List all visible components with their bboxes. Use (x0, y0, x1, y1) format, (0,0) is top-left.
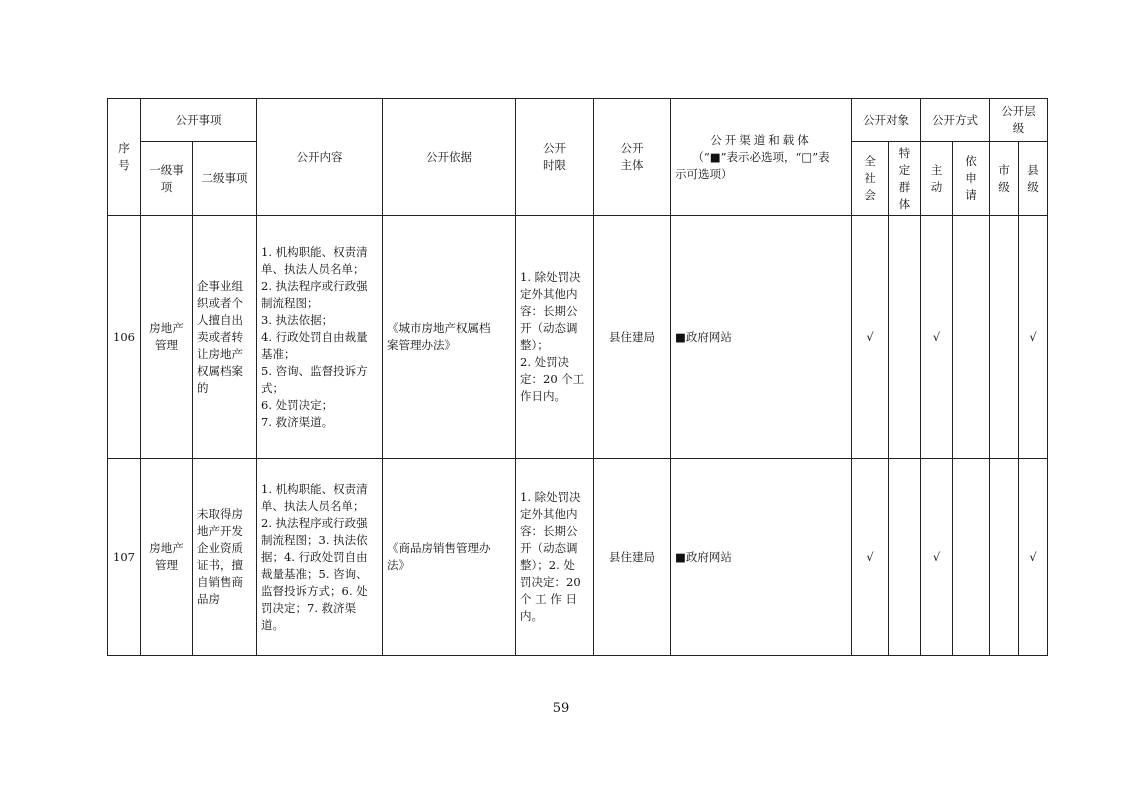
row-level-county: √ (1019, 216, 1048, 459)
row-target-specific (889, 216, 921, 459)
disclosure-table (107, 98, 1048, 656)
row-seq: 107 (108, 459, 141, 656)
row-basis: 《城市房地产权属档 案管理办法》 (383, 216, 516, 459)
row-content: 1. 机构职能、权责清 单、执法人员名单； 2. 执法程序或行政强 制流程图； 3. 执法依据； 4. 行政处罚自由裁量 基准； 5. 咨询、监督投诉方 式； 6. 处罚决定； 7. 救济渠道。 (257, 216, 383, 459)
header-seq: 序 号 (108, 99, 141, 216)
row-level2: 企事业组 织或者个 人擅自出 卖或者转 让房地产 权属档案 的 (193, 216, 257, 459)
header-target-specific: 特 定 群 体 (889, 142, 921, 216)
row-level-city (990, 459, 1019, 656)
header-level1: 一级事 项 (141, 142, 193, 216)
page-number: 59 (552, 701, 570, 716)
row-target-all: √ (852, 216, 889, 459)
row-time-limit: 1. 除处罚决 定外其他内 容：长期公 开（动态调 整）； 2. 处罚决 定：20 个工 作日内。 (516, 216, 594, 459)
row-level2: 未取得房 地产开发 企业资质 证书，擅 自销售商 品房 (193, 459, 257, 656)
row-content: 1. 机构职能、权责清 单、执法人员名单； 2. 执法程序或行政强 制流程图；3. 执法依 据；4. 行政处罚自由 裁量基准；5. 咨询、 监督投诉方式；6. 处 罚决定；7. 救济渠道。 (257, 459, 383, 656)
row-time-limit: 1. 除处罚决 定外其他内 容：长期公 开（动态调 整）；2. 处 罚决定：20 个 工 作 日 内。 (516, 459, 594, 656)
header-method-group: 公开方式 (921, 99, 990, 142)
header-level-city: 市 级 (990, 142, 1019, 216)
header-subject: 公开 主体 (594, 99, 671, 216)
header-method-active: 主 动 (921, 142, 953, 216)
table-row (108, 459, 1048, 656)
row-level1: 房地产 管理 (141, 459, 193, 656)
header-content: 公开内容 (257, 99, 383, 216)
row-target-all: √ (852, 459, 889, 656)
row-subject: 县住建局 (594, 216, 671, 459)
row-method-active: √ (921, 216, 953, 459)
header-time-limit: 公开 时限 (516, 99, 594, 216)
row-level-city (990, 216, 1019, 459)
table-row (108, 216, 1048, 459)
row-seq: 106 (108, 216, 141, 459)
row-level1: 房地产 管理 (141, 216, 193, 459)
header-target-group: 公开对象 (852, 99, 921, 142)
header-level2: 二级事项 (193, 142, 257, 216)
row-method-request (953, 216, 990, 459)
row-channel: ■政府网站 (671, 216, 852, 459)
header-level-group: 公开层 级 (990, 99, 1048, 142)
header-row-1 (108, 99, 1048, 142)
header-target-all: 全 社 会 (852, 142, 889, 216)
row-basis: 《商品房销售管理办 法》 (383, 459, 516, 656)
header-basis: 公开依据 (383, 99, 516, 216)
header-items-group: 公开事项 (141, 99, 257, 142)
row-method-request (953, 459, 990, 656)
header-level-county: 县 级 (1019, 142, 1048, 216)
header-method-request: 依 申 请 (953, 142, 990, 216)
row-target-specific (889, 459, 921, 656)
row-method-active: √ (921, 459, 953, 656)
row-channel: ■政府网站 (671, 459, 852, 656)
row-subject: 县住建局 (594, 459, 671, 656)
header-channel: 公开渠道和载体 （“■”表示必选项，“□”表 示可选项） (671, 99, 852, 216)
row-level-county: √ (1019, 459, 1048, 656)
